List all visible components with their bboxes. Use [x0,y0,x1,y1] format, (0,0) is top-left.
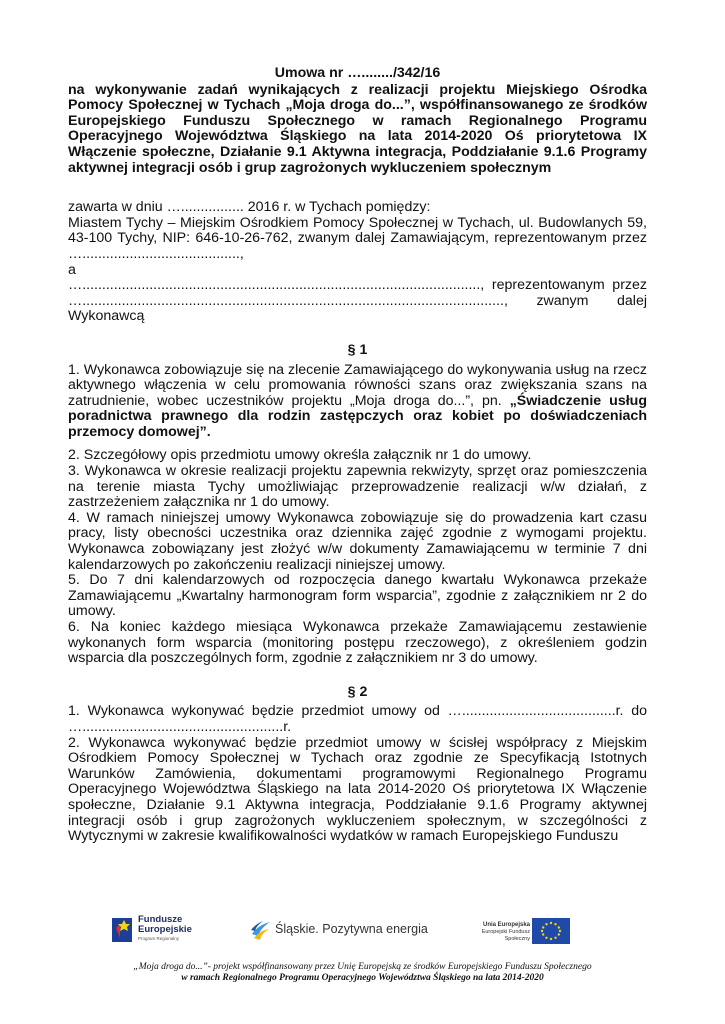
slaskie-wings-icon [250,918,272,942]
contract-title: Umowa nr …......../342/16 [274,65,441,81]
ue-line-1: Unia Europejska [482,922,530,928]
fe-sub: Program Regionalny [138,936,180,941]
contractor-party: …....................................................................................................., reprezentowanym przez …..........................................................................................................., zwanym dalej Wykonawcą [68,277,647,325]
service-name: „Świadczenie usług poradnictwa prawnego dla rodzin zastępczych oraz kobiet po doświadczeniach przemocy domowej”. [68,392,647,440]
employer-party: Miastem Tychy – Miejskim Ośrodkiem Pomocy Społecznej w Tychach, ul. Budowlanych 59, 43-100 Tychy, NIP: 646-10-26-762, zwanym dalej Zamawiającym, reprezentowanym przez …........................................, [68,214,647,262]
page-footer [60,962,665,984]
and-word: a [68,261,76,278]
fe-star-flag-icon [110,914,136,944]
concluded-line: zawarta w dniu …................ 2016 r. w Tychach pomiędzy: [68,199,431,216]
ue-line-2: Europejski Fundusz Społeczny [481,929,530,942]
contract-body [68,66,647,845]
section-1-heading: § 1 [347,341,368,358]
section-1-point-6: 6. Na koniec każdego miesiąca Wykonawca przekaże Zamawiającemu zestawienie wykonanych form wsparcia (monitoring postępu rzeczowego), z określeniem godzin wsparcia dla poszczególnych form, zgodnie z załącznikiem nr 3 do umowy. [68,619,647,667]
footer-line-2: w ramach Regionalnego Programu Operacyjnego Województwa Śląskiego na lata 2014-2020 [181,973,544,983]
ue-text [470,922,530,943]
section-1-point-4: 4. W ramach niniejszej umowy Wykonawca zobowiązuje się do prowadzenia kart czasu pracy, listy obecności uczestnika oraz dziennika zajęć zgodnie z wymogami projektu. Wykonawca zobowiązany jest złożyć w/w dokumenty Zamawiającemu w terminie 7 dni kalendarzowych po zakończeniu realizacji niniejszej umowy. [68,509,647,573]
point-1-text: 1. Wykonawca zobowiązuje się na zlecenie Zamawiającego do wykonywania usług na rzecz aktywnego włączenia w celu promowania równości szans oraz zwiększania szans na zatrudnienie, wobec uczestników projektu „Moja droga do...”, pn. [68,361,647,409]
fe-line-2: Europejskie [138,924,192,935]
section-1-point-1 [68,363,647,441]
section-2-heading: § 2 [347,683,368,700]
unia-europejska-logo [470,914,570,954]
section-2-point-2: 2. Wykonawca wykonywać będzie przedmiot umowy w ścisłej współpracy z Miejskim Ośrodkiem Pomocy Społecznej w Tychach oraz zgodnie ze Specyfikacją Istotnych Warunków Zamówienia, dokumentami programowymi Regionalnego Programu Operacyjnego Województwa Śląskiego na lata 2014-2020 Oś priorytetowa IX Włączenie społeczne, Działanie 9.1 Aktywna integracja, Poddziałanie 9.1.6 Programy aktywnej integracji osób i grup zagrożonych wykluczeniem społecznym, w szczególności z Wytycznymi w zakresie kwalifikowalności wydatków w ramach Europejskiego Funduszu [68,734,647,845]
fundusze-europejskie-logo [110,912,200,956]
logo-bar [110,910,570,956]
slaskie-text: Śląskie. Pozytywna energia [275,922,428,936]
fe-line-1: Fundusze [138,914,183,925]
contract-subject: na wykonywanie zadań wynikających z realizacji projektu Miejskiego Ośrodka Pomocy Społecznej w Tychach „Moja droga do...”, współfinansowanego ze środków Europejskiego Funduszu Społecznego w ramach Regionalnego Programu Operacyjnego Województwa Śląskiego na lata 2014-2020 Oś priorytetowa IX Włączenie społeczne, Działanie 9.1 Aktywna integracja, Poddziałanie 9.1.6 Programy aktywnej integracji osób i grup zagrożonych wykluczeniem społecznym [68,81,647,176]
slaskie-logo [250,918,435,946]
section-1-point-5: 5. Do 7 dni kalendarzowych od rozpoczęcia danego kwartału Wykonawca przekaże Zamawiającemu „Kwartalny harmonogram form wsparcia”, zgodnie z załącznikiem nr 2 do umowy. [68,572,647,620]
section-1-point-2: 2. Szczegółowy opis przedmiotu umowy określa załącznik nr 1 do umowy. [68,447,532,464]
eu-flag-icon [532,918,570,944]
footer-line-1: „Moja droga do...”- projekt współfinansowany przez Unię Europejską ze środków Europejskiego Funduszu Społecznego [133,962,592,972]
section-2-point-1: 1. Wykonawca wykonywać będzie przedmiot umowy od ….......................................r. do …...................................................r. [68,703,647,735]
section-1-point-3: 3. Wykonawca w okresie realizacji projektu zapewnia rekwizyty, sprzęt oraz pomieszczenia na terenie miasta Tychy umożliwiając przeprowadzenie realizacji w/w działań, z zastrzeżeniem załącznika nr 1 do umowy. [68,463,647,511]
fe-text [138,915,192,935]
